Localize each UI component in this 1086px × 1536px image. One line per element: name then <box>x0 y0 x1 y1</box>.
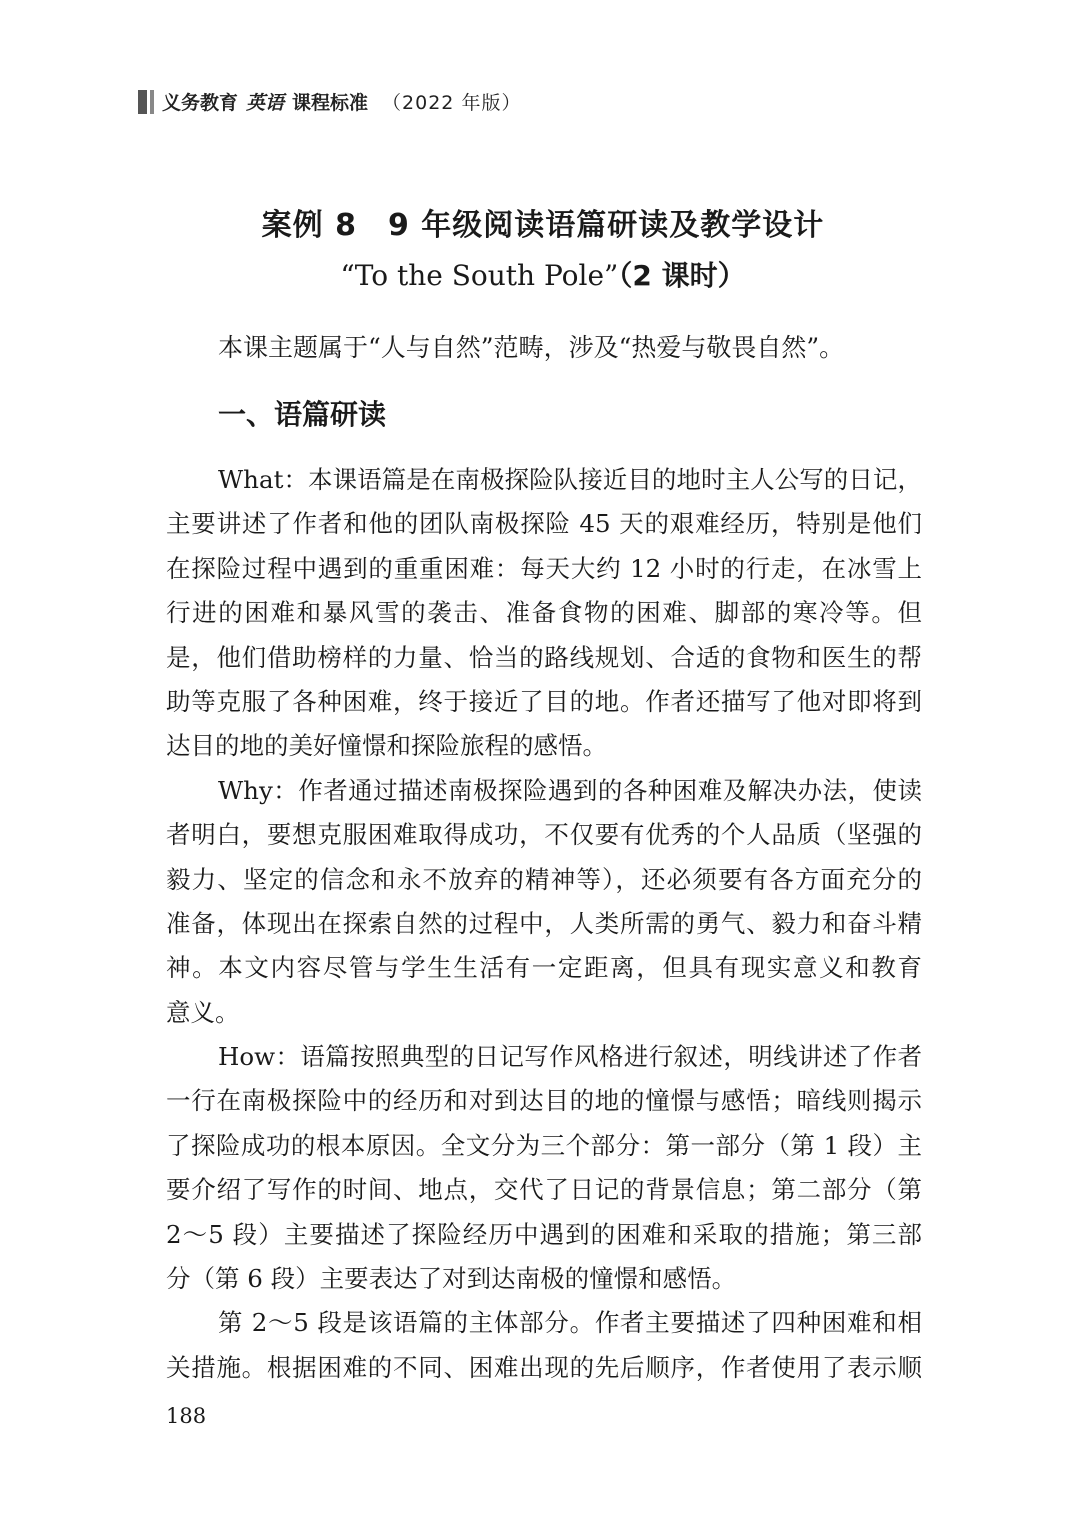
text-line: 分（第 6 段）主要表达了对到达南极的憧憬和感悟。 <box>166 1264 737 1294</box>
text-line: 了探险成功的根本原因。全文分为三个部分：第一部分（第 1 段）主 <box>166 1130 922 1160</box>
text-line: 助等克服了各种困难，终于接近了目的地。作者还描写了他对即将到 <box>166 686 922 716</box>
header-part3: 课程标准 <box>292 92 369 114</box>
paragraph <box>166 1035 922 1301</box>
text-line: 者明白，要想克服困难取得成功，不仅要有优秀的个人品质（坚强的 <box>166 820 922 850</box>
text-line: 主要讲述了作者和他的团队南极探险 45 天的艰难经历，特别是他们 <box>166 509 922 539</box>
section-heading: 一、语篇研读 <box>218 398 387 431</box>
text-line: How：语篇按照典型的日记写作风格进行叙述，明线讲述了作者 <box>218 1042 922 1072</box>
text-line: 毅力、坚定的信念和永不放弃的精神等），还必须要有各方面充分的 <box>166 864 922 894</box>
intro-paragraph: 本课主题属于“人与自然”范畴，涉及“热爱与敬畏自然”。 <box>218 333 845 362</box>
paragraph <box>166 458 922 769</box>
text-line: 意义。 <box>166 997 240 1027</box>
text-line: 第 2～5 段是该语篇的主体部分。作者主要描述了四种困难和相 <box>218 1308 922 1338</box>
header-edition: （2022 年版） <box>382 92 522 114</box>
text-line: 一行在南极探险中的经历和对到达目的地的憧憬与感悟；暗线则揭示 <box>166 1086 922 1116</box>
header-part1: 义务教育 <box>162 92 239 114</box>
text-line: Why：作者通过描述南极探险遇到的各种困难及解决办法，使读 <box>218 775 922 805</box>
case-subtitle-cn: （2 课时） <box>618 259 746 292</box>
case-subtitle <box>0 254 1086 294</box>
case-title: 案例 8 9 年级阅读语篇研读及教学设计 <box>261 208 825 243</box>
text-line: 2～5 段）主要描述了探险经历中遇到的困难和采取的措施；第三部 <box>166 1219 922 1249</box>
header-bar-icon <box>138 90 154 114</box>
body-text <box>166 458 922 1390</box>
text-line: 在探险过程中遇到的重重困难：每天大约 12 小时的行走，在冰雪上 <box>166 553 922 583</box>
case-subtitle-en: “To the South Pole” <box>340 259 619 292</box>
text-line: What：本课语篇是在南极探险队接近目的地时主人公写的日记， <box>218 465 922 494</box>
page-number: 188 <box>166 1404 207 1428</box>
text-line: 行进的困难和暴风雪的袭击、准备食物的困难、脚部的寒冷等。但 <box>166 598 922 628</box>
text-line: 准备，体现出在探索自然的过程中，人类所需的勇气、毅力和奋斗精 <box>166 908 922 938</box>
text-line: 要介绍了写作的时间、地点，交代了日记的背景信息；第二部分（第 <box>166 1175 922 1205</box>
paragraph <box>166 1301 922 1390</box>
running-header <box>138 88 521 115</box>
paragraph <box>166 769 922 1035</box>
text-line: 神。本文内容尽管与学生生活有一定距离，但具有现实意义和教育 <box>166 953 922 983</box>
text-line: 是，他们借助榜样的力量、恰当的路线规划、合适的食物和医生的帮 <box>166 642 922 672</box>
text-line: 关措施。根据困难的不同、困难出现的先后顺序，作者使用了表示顺 <box>166 1352 922 1382</box>
header-part2: 英语 <box>246 92 285 114</box>
text-line: 达目的地的美好憧憬和探险旅程的感悟。 <box>166 731 607 761</box>
